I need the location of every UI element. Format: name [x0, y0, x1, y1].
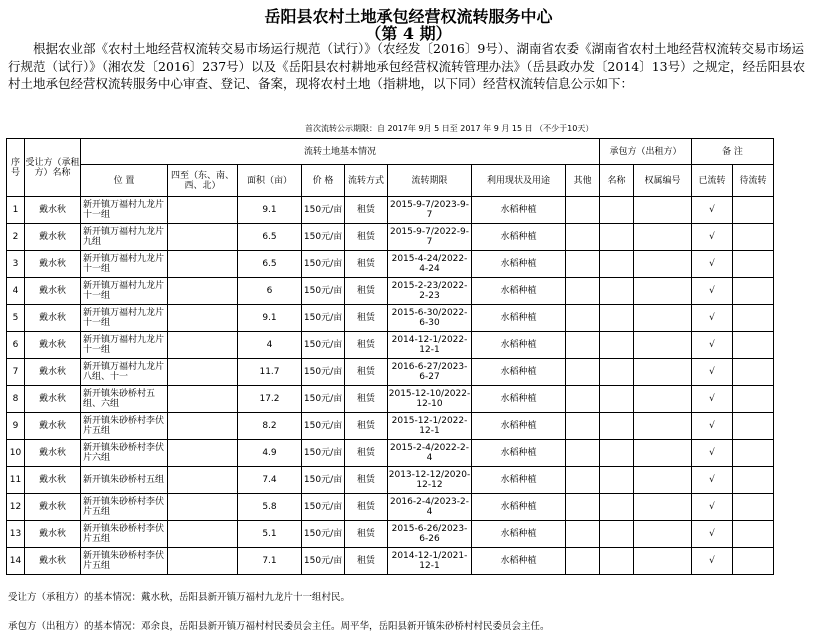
- cell-method: 租赁: [345, 440, 388, 467]
- cell-other: [566, 386, 600, 413]
- cell-method: 租赁: [345, 251, 388, 278]
- cell-method: 租赁: [345, 332, 388, 359]
- col-term: 流转期限: [388, 165, 472, 197]
- cell-boundaries: [168, 332, 238, 359]
- cell-cert-number: [634, 548, 692, 575]
- cell-transferee: 戴水秋: [25, 386, 81, 413]
- cell-method: 租赁: [345, 278, 388, 305]
- col-method: 流转方式: [345, 165, 388, 197]
- cell-done: √: [692, 413, 733, 440]
- cell-done: √: [692, 224, 733, 251]
- cell-location: 新开镇万福村九龙片十一组: [81, 332, 168, 359]
- cell-price: 150元/亩: [302, 521, 345, 548]
- cell-location: 新开镇万福村九龙片十一组: [81, 197, 168, 224]
- cell-area: 11.7: [238, 359, 302, 386]
- cell-area: 7.4: [238, 467, 302, 494]
- cell-term: 2013-12-12/2020-12-12: [388, 467, 472, 494]
- table-row: [7, 332, 774, 359]
- cell-transferee: 戴水秋: [25, 305, 81, 332]
- col-done: 已流转: [692, 165, 733, 197]
- cell-contractor-name: [600, 278, 634, 305]
- cell-pending: [733, 494, 774, 521]
- col-land-info: 流转土地基本情况: [81, 139, 600, 165]
- cell-other: [566, 521, 600, 548]
- cell-contractor-name: [600, 332, 634, 359]
- cell-usage: 水稻种植: [472, 467, 566, 494]
- cell-usage: 水稻种植: [472, 332, 566, 359]
- cell-price: 150元/亩: [302, 413, 345, 440]
- cell-location: 新开镇万福村九龙片九组: [81, 224, 168, 251]
- cell-contractor-name: [600, 251, 634, 278]
- cell-seq: 5: [7, 305, 25, 332]
- cell-location: 新开镇朱砂桥村李伏片五组: [81, 548, 168, 575]
- cell-cert-number: [634, 224, 692, 251]
- cell-usage: 水稻种植: [472, 224, 566, 251]
- table-row: [7, 278, 774, 305]
- cell-seq: 2: [7, 224, 25, 251]
- cell-cert-number: [634, 386, 692, 413]
- cell-transferee: 戴水秋: [25, 332, 81, 359]
- cell-method: 租赁: [345, 197, 388, 224]
- cell-transferee: 戴水秋: [25, 197, 81, 224]
- cell-done: √: [692, 359, 733, 386]
- cell-area: 17.2: [238, 386, 302, 413]
- cell-area: 6: [238, 278, 302, 305]
- cell-seq: 4: [7, 278, 25, 305]
- cell-cert-number: [634, 278, 692, 305]
- cell-boundaries: [168, 224, 238, 251]
- cell-contractor-name: [600, 467, 634, 494]
- cell-pending: [733, 386, 774, 413]
- col-boundaries: 四至（东、南、西、北）: [168, 165, 238, 197]
- cell-cert-number: [634, 494, 692, 521]
- cell-done: √: [692, 521, 733, 548]
- col-pending: 待流转: [733, 165, 774, 197]
- cell-seq: 7: [7, 359, 25, 386]
- cell-usage: 水稻种植: [472, 359, 566, 386]
- cell-seq: 1: [7, 197, 25, 224]
- col-remarks: 备 注: [692, 139, 774, 165]
- cell-price: 150元/亩: [302, 305, 345, 332]
- cell-seq: 11: [7, 467, 25, 494]
- cell-other: [566, 251, 600, 278]
- cell-usage: 水稻种植: [472, 494, 566, 521]
- intro-paragraph: 根据农业部《农村土地经营权流转交易市场运行规范（试行）》（农经发〔2016〕9号）、湖南省农委《湖南省农村土地经营权流转交易市场运行规范（试行）》（湘农发〔2016〕237号）以及《岳阳县农村耕地承包经营权流转管理办法》（岳县政办发〔2014〕13号）之规定，经岳阳县农村土地承包经营权流转服务中心审查、登记、备案，现将农村土地（指耕地，以下同）经营权流转信息公示如下：: [8, 41, 806, 91]
- cell-seq: 14: [7, 548, 25, 575]
- table-row: [7, 251, 774, 278]
- cell-cert-number: [634, 305, 692, 332]
- cell-seq: 3: [7, 251, 25, 278]
- cell-done: √: [692, 305, 733, 332]
- cell-cert-number: [634, 332, 692, 359]
- cell-done: √: [692, 278, 733, 305]
- table-row: [7, 197, 774, 224]
- cell-boundaries: [168, 305, 238, 332]
- cell-other: [566, 305, 600, 332]
- cell-price: 150元/亩: [302, 278, 345, 305]
- cell-term: 2015-12-10/2022-12-10: [388, 386, 472, 413]
- cell-method: 租赁: [345, 224, 388, 251]
- cell-contractor-name: [600, 494, 634, 521]
- cell-other: [566, 224, 600, 251]
- cell-usage: 水稻种植: [472, 413, 566, 440]
- cell-term: 2015-6-30/2022-6-30: [388, 305, 472, 332]
- cell-usage: 水稻种植: [472, 521, 566, 548]
- cell-location: 新开镇朱砂桥村李伏片五组: [81, 494, 168, 521]
- cell-price: 150元/亩: [302, 386, 345, 413]
- cell-contractor-name: [600, 521, 634, 548]
- cell-method: 租赁: [345, 521, 388, 548]
- cell-transferee: 戴水秋: [25, 278, 81, 305]
- col-other: 其他: [566, 165, 600, 197]
- cell-seq: 8: [7, 386, 25, 413]
- cell-done: √: [692, 467, 733, 494]
- cell-cert-number: [634, 197, 692, 224]
- cell-pending: [733, 224, 774, 251]
- cell-transferee: 戴水秋: [25, 548, 81, 575]
- page-title: 岳阳县农村土地承包经营权流转服务中心: [264, 7, 553, 26]
- cell-boundaries: [168, 440, 238, 467]
- cell-method: 租赁: [345, 386, 388, 413]
- cell-usage: 水稻种植: [472, 197, 566, 224]
- cell-pending: [733, 548, 774, 575]
- cell-price: 150元/亩: [302, 494, 345, 521]
- cell-area: 4: [238, 332, 302, 359]
- cell-price: 150元/亩: [302, 440, 345, 467]
- cell-usage: 水稻种植: [472, 278, 566, 305]
- cell-other: [566, 548, 600, 575]
- cell-pending: [733, 197, 774, 224]
- cell-term: 2014-12-1/2022-12-1: [388, 332, 472, 359]
- cell-transferee: 戴水秋: [25, 251, 81, 278]
- cell-location: 新开镇朱砂桥村李伏片五组: [81, 521, 168, 548]
- cell-seq: 6: [7, 332, 25, 359]
- table-row: [7, 548, 774, 575]
- cell-method: 租赁: [345, 494, 388, 521]
- cell-cert-number: [634, 467, 692, 494]
- cell-term: 2015-2-23/2022-2-23: [388, 278, 472, 305]
- cell-location: 新开镇万福村九龙片八组、十一: [81, 359, 168, 386]
- cell-done: √: [692, 440, 733, 467]
- cell-boundaries: [168, 278, 238, 305]
- col-contractor: 承包方（出租方）: [600, 139, 692, 165]
- cell-transferee: 戴水秋: [25, 521, 81, 548]
- cell-price: 150元/亩: [302, 548, 345, 575]
- cell-method: 租赁: [345, 359, 388, 386]
- cell-other: [566, 467, 600, 494]
- cell-area: 9.1: [238, 305, 302, 332]
- cell-other: [566, 278, 600, 305]
- cell-done: √: [692, 197, 733, 224]
- cell-usage: 水稻种植: [472, 548, 566, 575]
- cell-method: 租赁: [345, 305, 388, 332]
- table-row: [7, 440, 774, 467]
- cell-term: 2015-4-24/2022-4-24: [388, 251, 472, 278]
- cell-pending: [733, 413, 774, 440]
- cell-location: 新开镇朱砂桥村五组: [81, 467, 168, 494]
- cell-price: 150元/亩: [302, 197, 345, 224]
- cell-transferee: 戴水秋: [25, 440, 81, 467]
- cell-transferee: 戴水秋: [25, 494, 81, 521]
- cell-other: [566, 332, 600, 359]
- cell-boundaries: [168, 494, 238, 521]
- cell-transferee: 戴水秋: [25, 359, 81, 386]
- cell-contractor-name: [600, 305, 634, 332]
- table-row: [7, 494, 774, 521]
- table-row: [7, 386, 774, 413]
- col-transferee: 受让方（承租方）名称: [25, 139, 81, 197]
- cell-transferee: 戴水秋: [25, 224, 81, 251]
- cell-term: 2015-9-7/2023-9-7: [388, 197, 472, 224]
- contractor-info: 承包方（出租方）的基本情况：邓余良，岳阳县新开镇万福村村民委员会主任。周平华，岳阳县新开镇朱砂桥村村民委员会主任。: [8, 621, 550, 632]
- cell-pending: [733, 305, 774, 332]
- cell-pending: [733, 440, 774, 467]
- cell-location: 新开镇朱砂桥村李伏片六组: [81, 440, 168, 467]
- cell-pending: [733, 359, 774, 386]
- col-contractor-name: 名称: [600, 165, 634, 197]
- cell-pending: [733, 521, 774, 548]
- table-row: [7, 359, 774, 386]
- publicity-period: 首次流转公示期限：自 2017年 9月 5 日至 2017 年 9 月 15 日 （不少于10天）: [305, 124, 594, 133]
- cell-price: 150元/亩: [302, 332, 345, 359]
- cell-seq: 10: [7, 440, 25, 467]
- cell-other: [566, 440, 600, 467]
- table-row: [7, 521, 774, 548]
- cell-area: 7.1: [238, 548, 302, 575]
- cell-done: √: [692, 494, 733, 521]
- cell-done: √: [692, 548, 733, 575]
- cell-usage: 水稻种植: [472, 440, 566, 467]
- cell-pending: [733, 278, 774, 305]
- cell-area: 5.8: [238, 494, 302, 521]
- cell-other: [566, 197, 600, 224]
- cell-term: 2015-2-4/2022-2-4: [388, 440, 472, 467]
- cell-other: [566, 494, 600, 521]
- cell-method: 租赁: [345, 413, 388, 440]
- cell-term: 2016-6-27/2023-6-27: [388, 359, 472, 386]
- cell-boundaries: [168, 197, 238, 224]
- cell-pending: [733, 332, 774, 359]
- cell-cert-number: [634, 413, 692, 440]
- cell-boundaries: [168, 413, 238, 440]
- table-row: [7, 224, 774, 251]
- cell-usage: 水稻种植: [472, 305, 566, 332]
- cell-term: 2015-12-1/2022-12-1: [388, 413, 472, 440]
- cell-location: 新开镇万福村九龙片十一组: [81, 305, 168, 332]
- col-area: 面积（亩）: [238, 165, 302, 197]
- cell-area: 6.5: [238, 224, 302, 251]
- cell-price: 150元/亩: [302, 251, 345, 278]
- cell-location: 新开镇朱砂桥村李伏片五组: [81, 413, 168, 440]
- cell-pending: [733, 467, 774, 494]
- cell-cert-number: [634, 440, 692, 467]
- table-row: [7, 467, 774, 494]
- col-location: 位 置: [81, 165, 168, 197]
- cell-contractor-name: [600, 413, 634, 440]
- cell-term: 2015-9-7/2022-9-7: [388, 224, 472, 251]
- cell-done: √: [692, 251, 733, 278]
- cell-contractor-name: [600, 359, 634, 386]
- cell-transferee: 戴水秋: [25, 467, 81, 494]
- transferee-info: 受让方（承租方）的基本情况：戴水秋，岳阳县新开镇万福村九龙片十一组村民。: [8, 592, 351, 603]
- cell-transferee: 戴水秋: [25, 413, 81, 440]
- issue-number: （第 4 期）: [365, 24, 452, 43]
- cell-usage: 水稻种植: [472, 251, 566, 278]
- table-row: [7, 305, 774, 332]
- cell-done: √: [692, 386, 733, 413]
- cell-boundaries: [168, 521, 238, 548]
- cell-contractor-name: [600, 440, 634, 467]
- cell-location: 新开镇万福村九龙片十一组: [81, 278, 168, 305]
- col-cert-number: 权属编号: [634, 165, 692, 197]
- table-row: [7, 413, 774, 440]
- cell-seq: 13: [7, 521, 25, 548]
- cell-price: 150元/亩: [302, 224, 345, 251]
- cell-contractor-name: [600, 224, 634, 251]
- col-seq: 序号: [7, 139, 25, 197]
- cell-cert-number: [634, 359, 692, 386]
- cell-boundaries: [168, 359, 238, 386]
- cell-other: [566, 413, 600, 440]
- transfer-table: [6, 138, 774, 575]
- cell-other: [566, 359, 600, 386]
- cell-area: 5.1: [238, 521, 302, 548]
- cell-area: 4.9: [238, 440, 302, 467]
- cell-seq: 12: [7, 494, 25, 521]
- cell-boundaries: [168, 251, 238, 278]
- cell-price: 150元/亩: [302, 359, 345, 386]
- cell-area: 8.2: [238, 413, 302, 440]
- cell-location: 新开镇朱砂桥村五组、六组: [81, 386, 168, 413]
- cell-boundaries: [168, 467, 238, 494]
- col-usage: 利用现状及用途: [472, 165, 566, 197]
- cell-usage: 水稻种植: [472, 386, 566, 413]
- cell-price: 150元/亩: [302, 467, 345, 494]
- cell-contractor-name: [600, 386, 634, 413]
- cell-method: 租赁: [345, 548, 388, 575]
- cell-contractor-name: [600, 197, 634, 224]
- cell-method: 租赁: [345, 467, 388, 494]
- cell-pending: [733, 251, 774, 278]
- cell-done: √: [692, 332, 733, 359]
- cell-term: 2016-2-4/2023-2-4: [388, 494, 472, 521]
- cell-boundaries: [168, 548, 238, 575]
- cell-term: 2015-6-26/2023-6-26: [388, 521, 472, 548]
- col-price: 价 格: [302, 165, 345, 197]
- cell-cert-number: [634, 251, 692, 278]
- cell-cert-number: [634, 521, 692, 548]
- cell-seq: 9: [7, 413, 25, 440]
- cell-area: 6.5: [238, 251, 302, 278]
- cell-boundaries: [168, 386, 238, 413]
- cell-area: 9.1: [238, 197, 302, 224]
- cell-term: 2014-12-1/2021-12-1: [388, 548, 472, 575]
- cell-location: 新开镇万福村九龙片十一组: [81, 251, 168, 278]
- cell-contractor-name: [600, 548, 634, 575]
